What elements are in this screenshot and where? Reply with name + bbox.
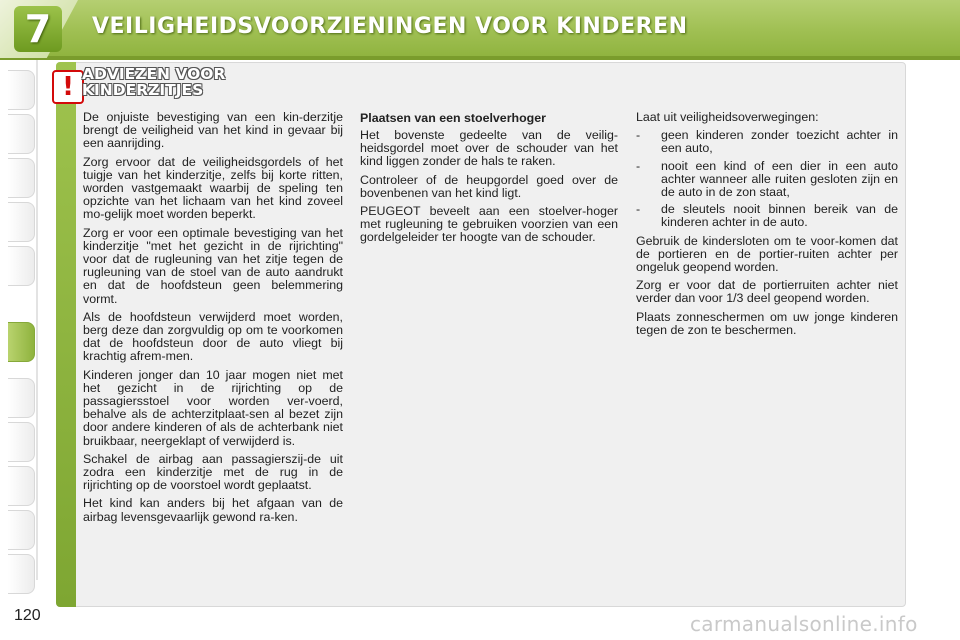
- paragraph: Het kind kan anders bij het afgaan van de airbag levensgevaarlijk gewond ra-ken.: [83, 496, 343, 524]
- page-number: 120: [14, 607, 41, 624]
- text-column-3: [636, 111, 898, 342]
- paragraph: Zorg ervoor dat de veiligheidsgordels of het tuigje van het kinderzitje, zelfs bij korte ritten, worden vastgemaakt waarbij de speling ten opzichte van het lichaam van het kind zoveel mo-gelijk moet worden beperkt.: [83, 154, 343, 222]
- side-tab-12[interactable]: [8, 554, 35, 594]
- list-item-text: nooit een kind of een dier in een auto achter wanneer alle ruiten gesloten zijn en de auto in de zon staat,: [661, 158, 898, 200]
- text-column-2: [360, 111, 618, 250]
- paragraph: Plaats zonneschermen om uw jonge kinderen tegen de zon te beschermen.: [636, 309, 898, 337]
- paragraph: Zorg er voor dat de portierruiten achter niet verder dan voor 1/3 deel geopend worden.: [636, 278, 898, 306]
- paragraph: Controleer of de heupgordel goed over de bovenbenen van het kind ligt.: [360, 172, 618, 200]
- paragraph: Het bovenste gedeelte van de veilig-heidsgordel moet over de schouder van het kind liggen zonder de hals te raken.: [360, 128, 618, 169]
- text-column-1: [83, 111, 343, 529]
- side-tab-10[interactable]: [8, 466, 35, 506]
- side-tab-7-active[interactable]: [8, 322, 35, 362]
- panel-accent-stripe: [56, 62, 76, 607]
- list-item-text: geen kinderen zonder toezicht achter in een auto,: [661, 128, 898, 156]
- paragraph: De onjuiste bevestiging van een kin-derzitje brengt de veiligheid van het kind in gevaar bij een aanrijding.: [83, 110, 343, 151]
- side-tab-8[interactable]: [8, 378, 35, 418]
- header-divider: [0, 56, 960, 60]
- paragraph: Laat uit veiligheidsoverwegingen:: [636, 110, 819, 124]
- dash-bullet: -: [636, 128, 641, 143]
- paragraph: Schakel de airbag aan passagierszij-de uit zodra een kinderzitje met de rug in de rijrichting op de voorstoel wordt geplaatst.: [83, 451, 343, 493]
- chapter-number: 7: [14, 6, 62, 52]
- side-tab-4[interactable]: [8, 202, 35, 242]
- list-item: [636, 129, 898, 155]
- paragraph: Gebruik de kindersloten om te voor-komen dat de portieren en de portier-ruiten achter per ongeluk geopend worden.: [636, 233, 898, 275]
- section-title-line-1: ADVIEZEN VOOR: [82, 65, 226, 83]
- list-item: [636, 203, 898, 229]
- safety-list: [636, 129, 898, 229]
- subheading: Plaatsen van een stoelverhoger: [360, 111, 546, 125]
- watermark: carmanualsonline.info: [690, 612, 918, 636]
- side-tab-3[interactable]: [8, 158, 35, 198]
- warning-icon: !: [52, 70, 84, 104]
- side-tab-1[interactable]: [8, 70, 35, 110]
- side-tab-9[interactable]: [8, 422, 35, 462]
- side-tab-5[interactable]: [8, 246, 35, 286]
- chapter-side-tabs: [8, 60, 38, 580]
- paragraph: Kinderen jonger dan 10 jaar mogen niet met het gezicht in de rijrichting op de passagiersstoel voor worden ver-voerd, behalve als de achterzitplaat-sen al bezet zijn door andere kinderen of als de achterbank niet bruikbaar, neergeklapt of verwijderd is.: [83, 367, 343, 448]
- dash-bullet: -: [636, 158, 641, 173]
- list-item: [636, 160, 898, 200]
- side-tab-11[interactable]: [8, 510, 35, 550]
- page-title: VEILIGHEIDSVOORZIENINGEN VOOR KINDEREN: [92, 14, 688, 39]
- dash-bullet: -: [636, 202, 641, 217]
- section-title: [82, 66, 225, 98]
- paragraph: Als de hoofdsteun verwijderd moet worden, berg deze dan zorgvuldig op om te voorkomen dat de hoofdsteun door de auto vliegt bij krachtig afrem-men.: [83, 309, 343, 364]
- paragraph: PEUGEOT beveelt aan een stoelver-hoger met rugleuning te gebruiken voorzien van een gordelgeleider ter hoogte van de schouder.: [360, 204, 618, 245]
- list-item-text: de sleutels nooit binnen bereik van de kinderen achter in de auto.: [661, 202, 898, 230]
- side-tab-2[interactable]: [8, 114, 35, 154]
- paragraph: Zorg er voor een optimale bevestiging van het kinderzitje "met het gezicht in de rijrichting" voor dat de rugleuning van het zitje tegen de rugleuning van de stoel van de auto aandrukt en dat de hoofdsteun geen belemmering vormt.: [83, 225, 343, 306]
- section-title-line-2: KINDERZITJES: [82, 81, 204, 99]
